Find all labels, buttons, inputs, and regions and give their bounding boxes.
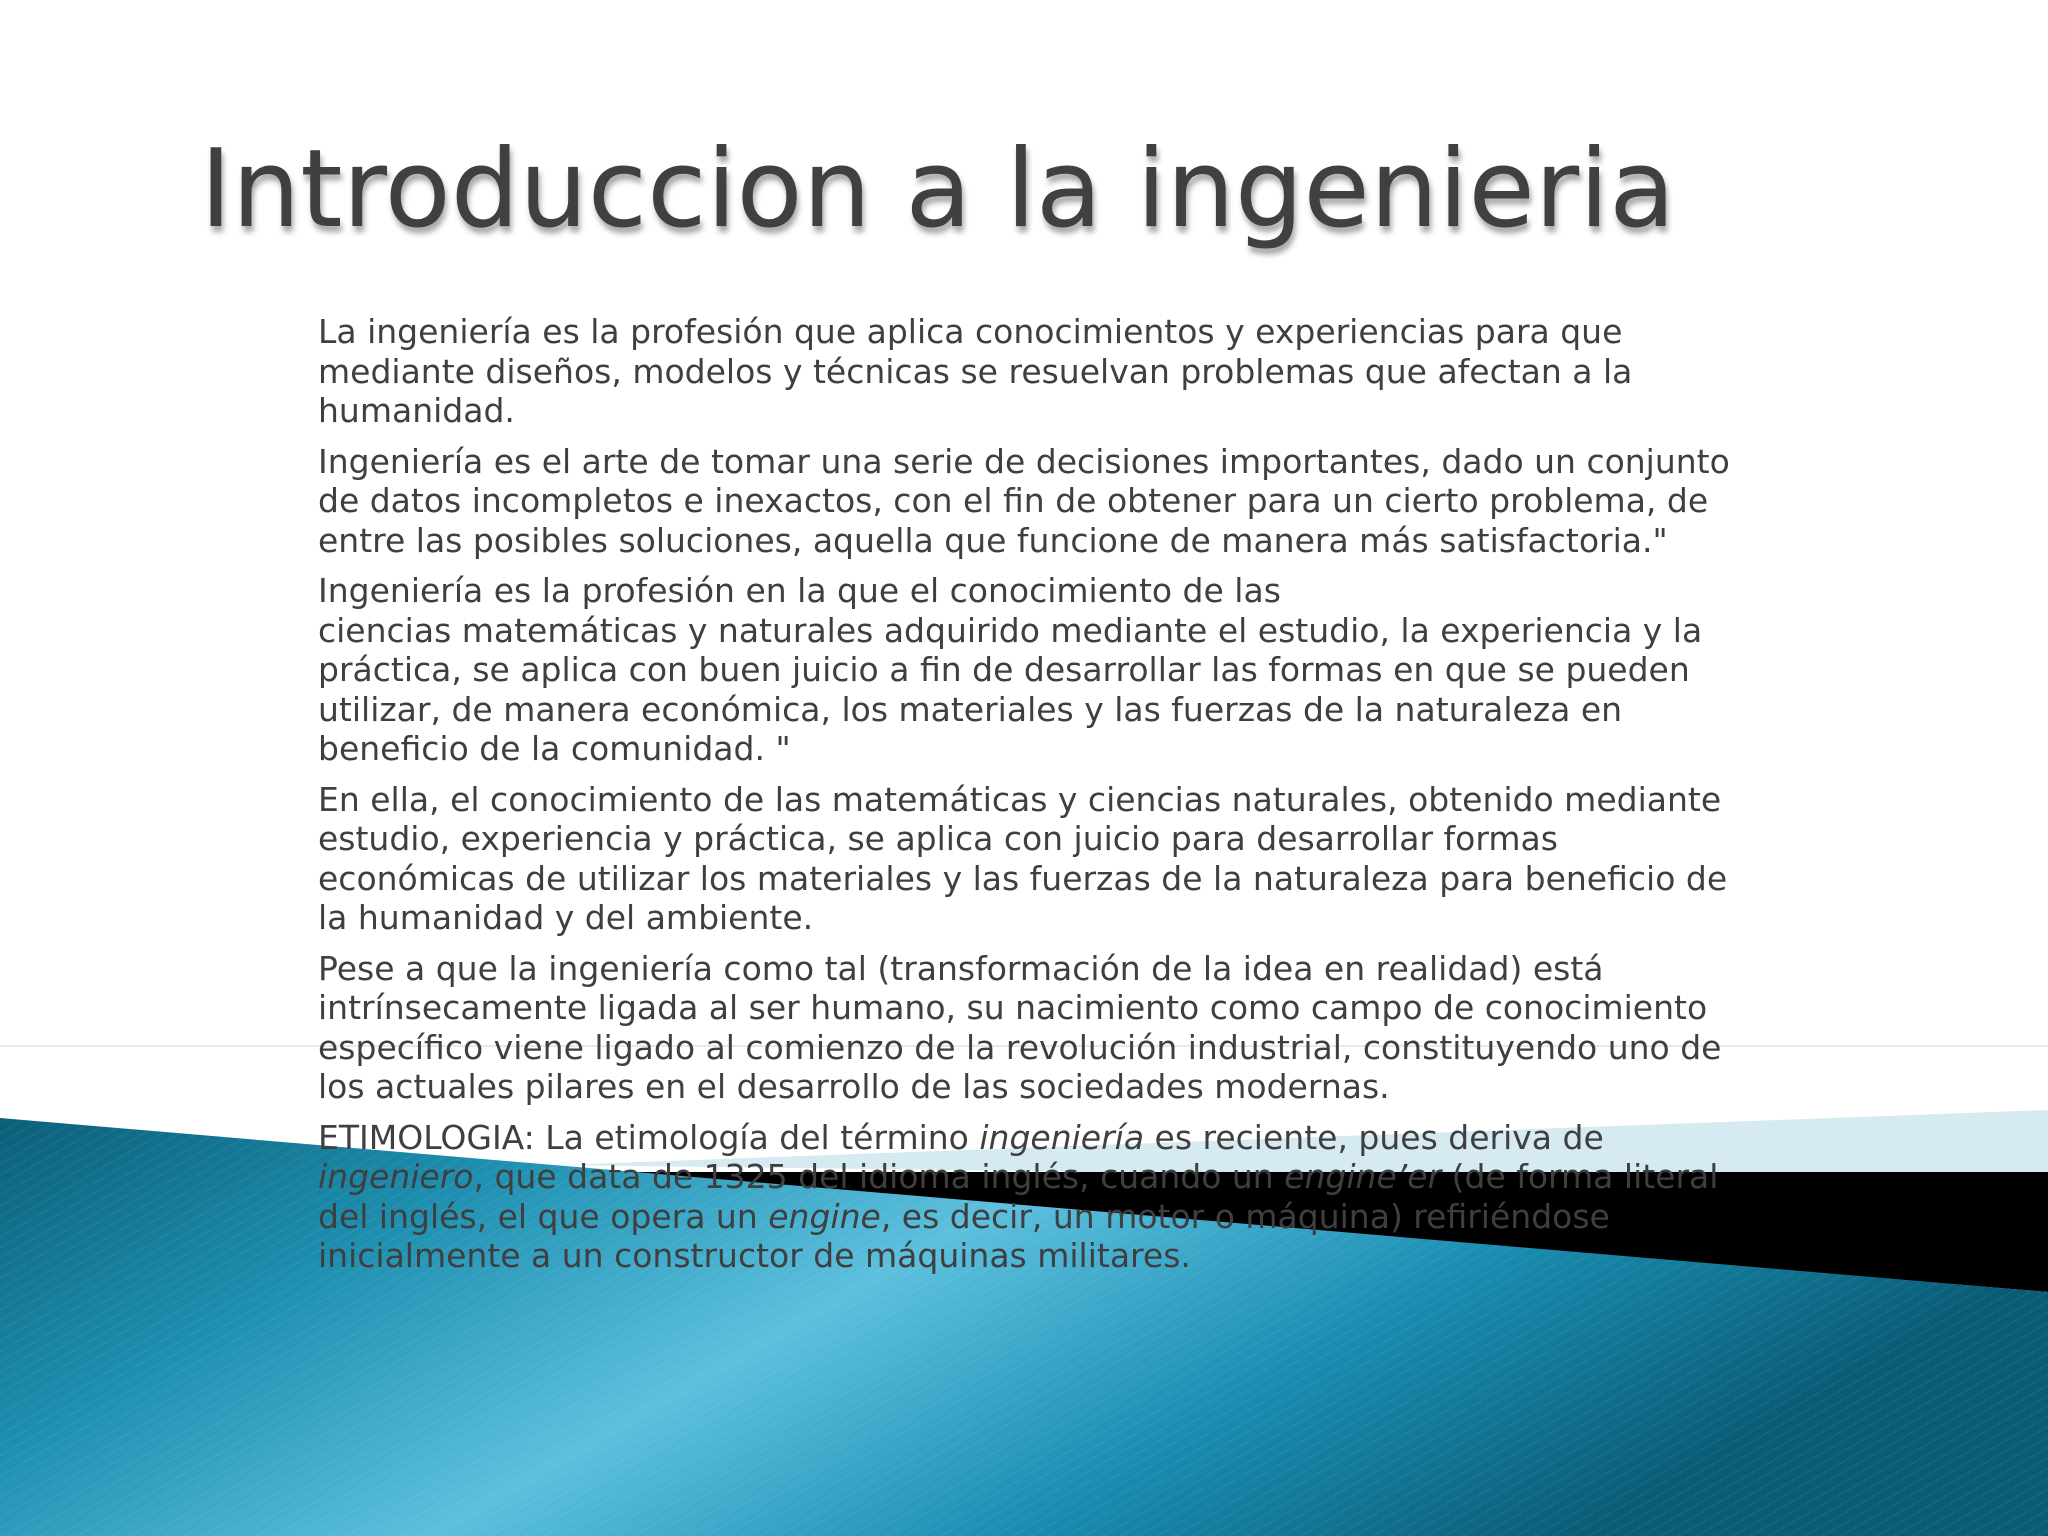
etymology-term-engine: engine	[768, 1196, 881, 1236]
paragraph-etymology	[318, 1118, 1758, 1276]
etymology-text: (de forma literal del inglés, el que opera un	[318, 1157, 1719, 1236]
etymology-text: , es decir, un motor o máquina) refiriéndose inicialmente a un constructor de máquinas militares.	[318, 1196, 1610, 1275]
etymology-text: ETIMOLOGIA: La etimología del término	[318, 1117, 980, 1157]
paragraph-definition-4: En ella, el conocimiento de las matemáticas y ciencias naturales, obtenido mediante estudio, experiencia y práctica, se aplica con juicio para desarrollar formas económicas de utilizar los materiales y las fuerzas de la naturaleza para beneficio de la humanidad y del ambiente.	[318, 779, 1728, 937]
etymology-text: es reciente, pues deriva de	[1144, 1117, 1604, 1157]
paragraph-definition-1: La ingeniería es la profesión que aplica conocimientos y experiencias para que mediante diseños, modelos y técnicas se resuelvan problemas que afectan a la humanidad.	[318, 312, 1633, 430]
etymology-term-engineer: engine’er	[1284, 1157, 1442, 1196]
etymology-term-ingenieria: ingeniería	[979, 1117, 1145, 1157]
paragraph-definition-3-line-1: Ingeniería es la profesión en la que el conocimiento de las	[318, 571, 1281, 610]
paragraph-definition-2: Ingeniería es el arte de tomar una serie de decisiones importantes, dado un conjunto de datos incompletos e inexactos, con el fin de obtener para un cierto problema, de entre las posibles soluciones, aquella que funcione de manera más satisfactoria."	[318, 441, 1730, 560]
etymology-text: , que data de 1325 del idioma inglés, cuando un	[473, 1157, 1285, 1196]
paragraph-history: Pese a que la ingeniería como tal (transformación de la idea en realidad) está intrínsecamente ligada al ser humano, su nacimiento como campo de conocimiento específico viene ligado al comienzo de la revolución industrial, constituyendo uno de los actuales pilares en el desarrollo de las sociedades modernas.	[318, 948, 1722, 1106]
slide-body-text	[318, 312, 1758, 1287]
etymology-term-ingeniero: ingeniero	[318, 1157, 474, 1196]
paragraph-definition-3-continued: ciencias matemáticas y naturales adquirido mediante el estudio, la experiencia y la práctica, se aplica con buen juicio a fin de desarrollar las formas en que se pueden utilizar, de manera económica, los materiales y las fuerzas de la naturaleza en beneficio de la comunidad. "	[318, 610, 1703, 768]
slide-title: Introduccion a la ingenieria	[200, 127, 1676, 252]
